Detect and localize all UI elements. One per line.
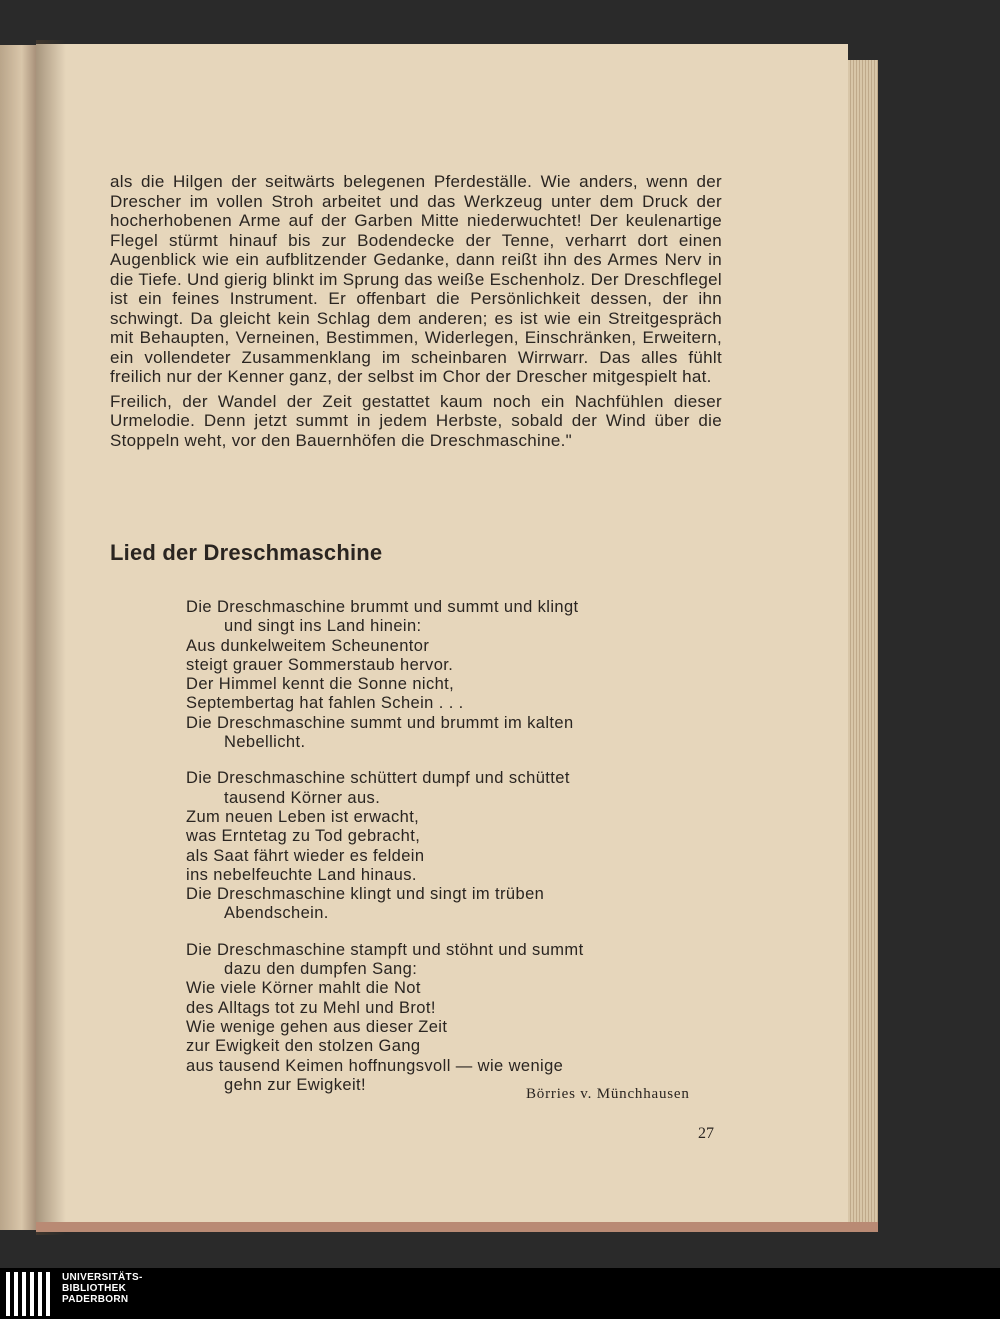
poem-line: Die Dreschmaschine schüttert dumpf und schüttet (186, 769, 570, 788)
poem-line: gehn zur Ewigkeit! (224, 1075, 367, 1094)
library-logo-text (62, 1272, 143, 1305)
poem-line: Aus dunkelweitem Scheunentor (186, 636, 430, 655)
poem-line: Der Himmel kennt die Sonne nicht, (186, 675, 455, 694)
poem-line: Zum neuen Leben ist erwacht, (186, 807, 420, 826)
poem-line: aus tausend Keimen hoffnungsvoll — wie wenige (186, 1056, 564, 1075)
left-page-edge (0, 45, 37, 1230)
poem-stanza (186, 941, 656, 1095)
poem-line: Abendschein. (224, 904, 329, 923)
page-number: 27 (698, 1125, 714, 1142)
logo-line: UNIVERSITÄTS- (62, 1272, 143, 1283)
poem-line: des Alltags tot zu Mehl und Brot! (186, 998, 436, 1017)
poem-line: was Erntetag zu Tod gebracht, (186, 827, 421, 846)
prose-paragraph: Freilich, der Wandel der Zeit gestattet kaum noch ein Nachfühlen dieser Urmelodie. Denn jetzt summt in jedem Herbste, sobald der Wind über die Stoppeln weht, vor den Bauernhöfen die Dreschmaschine." (110, 391, 722, 450)
poem-body (186, 598, 656, 1112)
poem-line: Die Dreschmaschine summt und brummt im kalten (186, 713, 574, 732)
footer-bar (0, 1268, 1000, 1319)
cover-edge (36, 1222, 878, 1232)
poem-stanza (186, 769, 656, 923)
poem-line: dazu den dumpfen Sang: (224, 960, 418, 979)
poem-stanza (186, 598, 656, 752)
poem-line: Nebellicht. (224, 733, 306, 752)
poem-line: tausend Körner aus. (224, 788, 381, 807)
prose-paragraph: als die Hilgen der seitwärts belegenen Pferdeställe. Wie anders, wenn der Drescher im vollen Stroh arbeitet und das Werkzeug unter dem Druck der hocherhobenen Arme auf der Garben Mitte niederwuchtet! Der keulenartige Flegel stürmt hinauf bis zur Bodendecke der Tenne, verharrt dort einen Augenblick wie ein aufblitzender Gedanke, dann reißt ihn des Armes Nerv in die Tiefe. Und gierig blinkt im Sprung das weiße Eschenholz. Der Dreschflegel ist ein feines Instrument. Er offenbart die Persönlichkeit dessen, der ihn schwingt. Da gleicht kein Schlag dem anderen; es ist wie ein Streitgespräch mit Behaupten, Verneinen, Bestimmen, Widerlegen, Einschränken, Erweitern, ein vollendeter Zusammenklang im scheinbaren Wirrwarr. Das alles fühlt freilich nur der Kenner ganz, der selbst im Chor der Drescher mitgespielt hat. (110, 172, 722, 386)
poem-line: zur Ewigkeit den stolzen Gang (186, 1037, 421, 1056)
poem-line: steigt grauer Sommerstaub hervor. (186, 655, 454, 674)
poem-line: Wie viele Körner mahlt die Not (186, 979, 421, 998)
library-logo-icon (6, 1272, 52, 1316)
poem-author: Börries v. Münchhausen (526, 1086, 690, 1102)
poem-line: und singt ins Land hinein: (224, 617, 422, 636)
poem-line: Die Dreschmaschine brummt und summt und klingt (186, 598, 579, 616)
page-edges (848, 60, 878, 1225)
poem-line: als Saat fährt wieder es feldein (186, 846, 425, 865)
poem-line: ins nebelfeuchte Land hinaus. (186, 865, 417, 884)
prose-text (110, 172, 722, 455)
poem-line: Die Dreschmaschine klingt und singt im trüben (186, 885, 545, 904)
logo-line: BIBLIOTHEK (62, 1283, 127, 1294)
poem-title: Lied der Dreschmaschine (110, 540, 383, 565)
poem-line: Wie wenige gehen aus dieser Zeit (186, 1017, 448, 1036)
logo-line: PADERBORN (62, 1294, 129, 1305)
spine-shadow (36, 40, 66, 1235)
poem-line: Die Dreschmaschine stampft und stöhnt und summt (186, 940, 584, 959)
poem-line: Septembertag hat fahlen Schein . . . (186, 694, 464, 713)
